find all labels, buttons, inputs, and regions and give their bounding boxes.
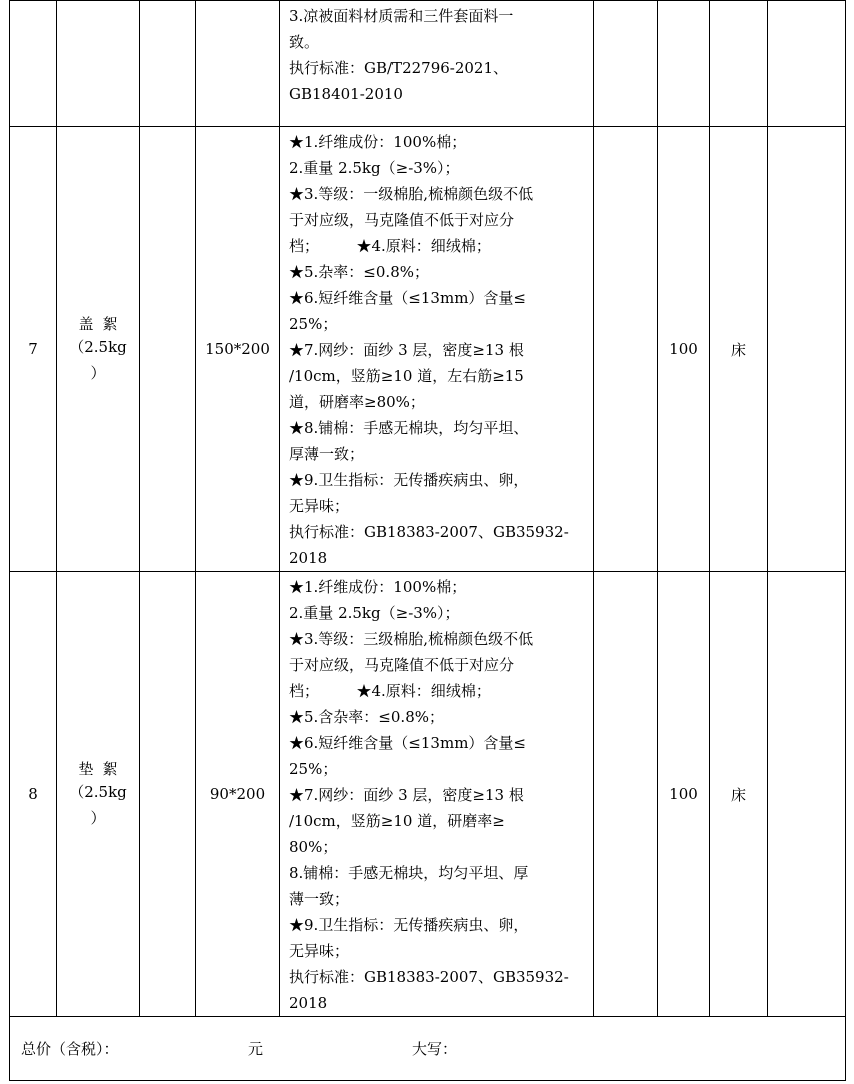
spec-line: 2.重量 2.5kg（≥-3%）； [289,159,460,177]
spec-line: 2018 [289,994,328,1012]
quantity-cell [658,1,710,127]
spec-line: 3.凉被面料材质需和三件套面料一 [289,7,514,25]
spec-line: ★7.网纱：面纱 3 层，密度≥13 根 [289,786,524,804]
spec-line: GB18401-2010 [289,85,403,103]
spec-line: ★9.卫生指标：无传播疾病虫、卵， [289,471,529,489]
spec-line: 厚薄一致； [289,445,365,463]
spec-line: 无异味； [289,497,350,515]
spec-line: ★6.短纤维含量（≤13mm）含量≤ [289,734,526,752]
blank-cell [594,127,658,572]
blank-cell [594,1,658,127]
table-row [10,572,846,1017]
spec-line: ★7.网纱：面纱 3 层，密度≥13 根 [289,341,524,359]
unit-cell: 床 [710,127,768,572]
item-name-cell [57,572,140,1017]
spec-line: 执行标准：GB18383-2007、GB35932- [289,523,569,541]
spec-cell [280,127,594,572]
spec-line: ★5.杂率：≤0.8%； [289,263,429,281]
total-row [10,1017,846,1081]
currency-label: 元 [248,1040,264,1058]
spec-line: 档； ★4.原料：细绒棉； [289,237,491,255]
spec-cell [280,1,594,127]
quantity-cell: 100 [658,572,710,1017]
table-row [10,127,846,572]
spec-line: 80%； [289,838,338,856]
blank-cell [768,1,846,127]
size-cell: 150*200 [196,127,280,572]
capital-amount-label: 大写： [412,1040,458,1058]
item-number-cell [10,1,57,127]
item-weight: （2.5kg [69,782,127,801]
blank-cell [768,127,846,572]
spec-line: ★5.含杂率：≤0.8%； [289,708,444,726]
spec-line: ★1.纤维成份：100%棉； [289,578,467,596]
spec-line: 于对应级，马克隆值不低于对应分 [289,211,515,229]
blank-cell [768,572,846,1017]
item-weight: （2.5kg [69,337,127,356]
quantity-cell: 100 [658,127,710,572]
spec-line: 于对应级，马克隆值不低于对应分 [289,656,515,674]
spec-line: 道，研磨率≥80%； [289,393,425,411]
quotation-table [9,0,846,1081]
table-row [10,1,846,127]
spec-line: ★3.等级：一级棉胎,梳棉颜色级不低 [289,185,534,203]
blank-cell [140,1,196,127]
spec-line: /10cm，竖筋≥10 道，研磨率≥ [289,812,505,830]
size-cell [196,1,280,127]
spec-line: ★6.短纤维含量（≤13mm）含量≤ [289,289,526,307]
item-name-cell [57,127,140,572]
spec-line: 档； ★4.原料：细绒棉； [289,682,491,700]
size-cell: 90*200 [196,572,280,1017]
spec-line: 执行标准：GB18383-2007、GB35932- [289,968,569,986]
spec-line: ★8.铺棉：手感无棉块，均匀平坦、 [289,419,529,437]
item-name: 垫絮 [78,759,127,778]
spec-line: 薄一致； [289,890,350,908]
spec-line: ★3.等级：三级棉胎,梳棉颜色级不低 [289,630,534,648]
item-number-cell: 8 [10,572,57,1017]
spec-line: 8.铺棉：手感无棉块，均匀平坦、厚 [289,864,529,882]
spec-line: ★9.卫生指标：无传播疾病虫、卵， [289,916,529,934]
unit-cell: 床 [710,572,768,1017]
item-weight-close: ） [90,363,106,382]
spec-line: ★1.纤维成份：100%棉； [289,133,467,151]
spec-line: 2018 [289,549,328,567]
blank-cell [594,572,658,1017]
spec-line: 2.重量 2.5kg（≥-3%）； [289,604,460,622]
blank-cell [140,572,196,1017]
spec-line: 25%； [289,760,338,778]
total-cell [10,1017,846,1081]
item-number-cell: 7 [10,127,57,572]
spec-line: 25%； [289,315,338,333]
item-name-cell [57,1,140,127]
spec-cell [280,572,594,1017]
blank-cell [140,127,196,572]
spec-line: 执行标准：GB/T22796-2021、 [289,59,509,77]
total-price-label: 总价（含税）： [21,1040,119,1058]
spec-line: 无异味； [289,942,350,960]
item-name: 盖絮 [78,314,127,333]
unit-cell [710,1,768,127]
item-weight-close: ） [90,808,106,827]
spec-line: /10cm，竖筋≥10 道，左右筋≥15 [289,367,524,385]
spec-line: 致。 [289,33,320,51]
